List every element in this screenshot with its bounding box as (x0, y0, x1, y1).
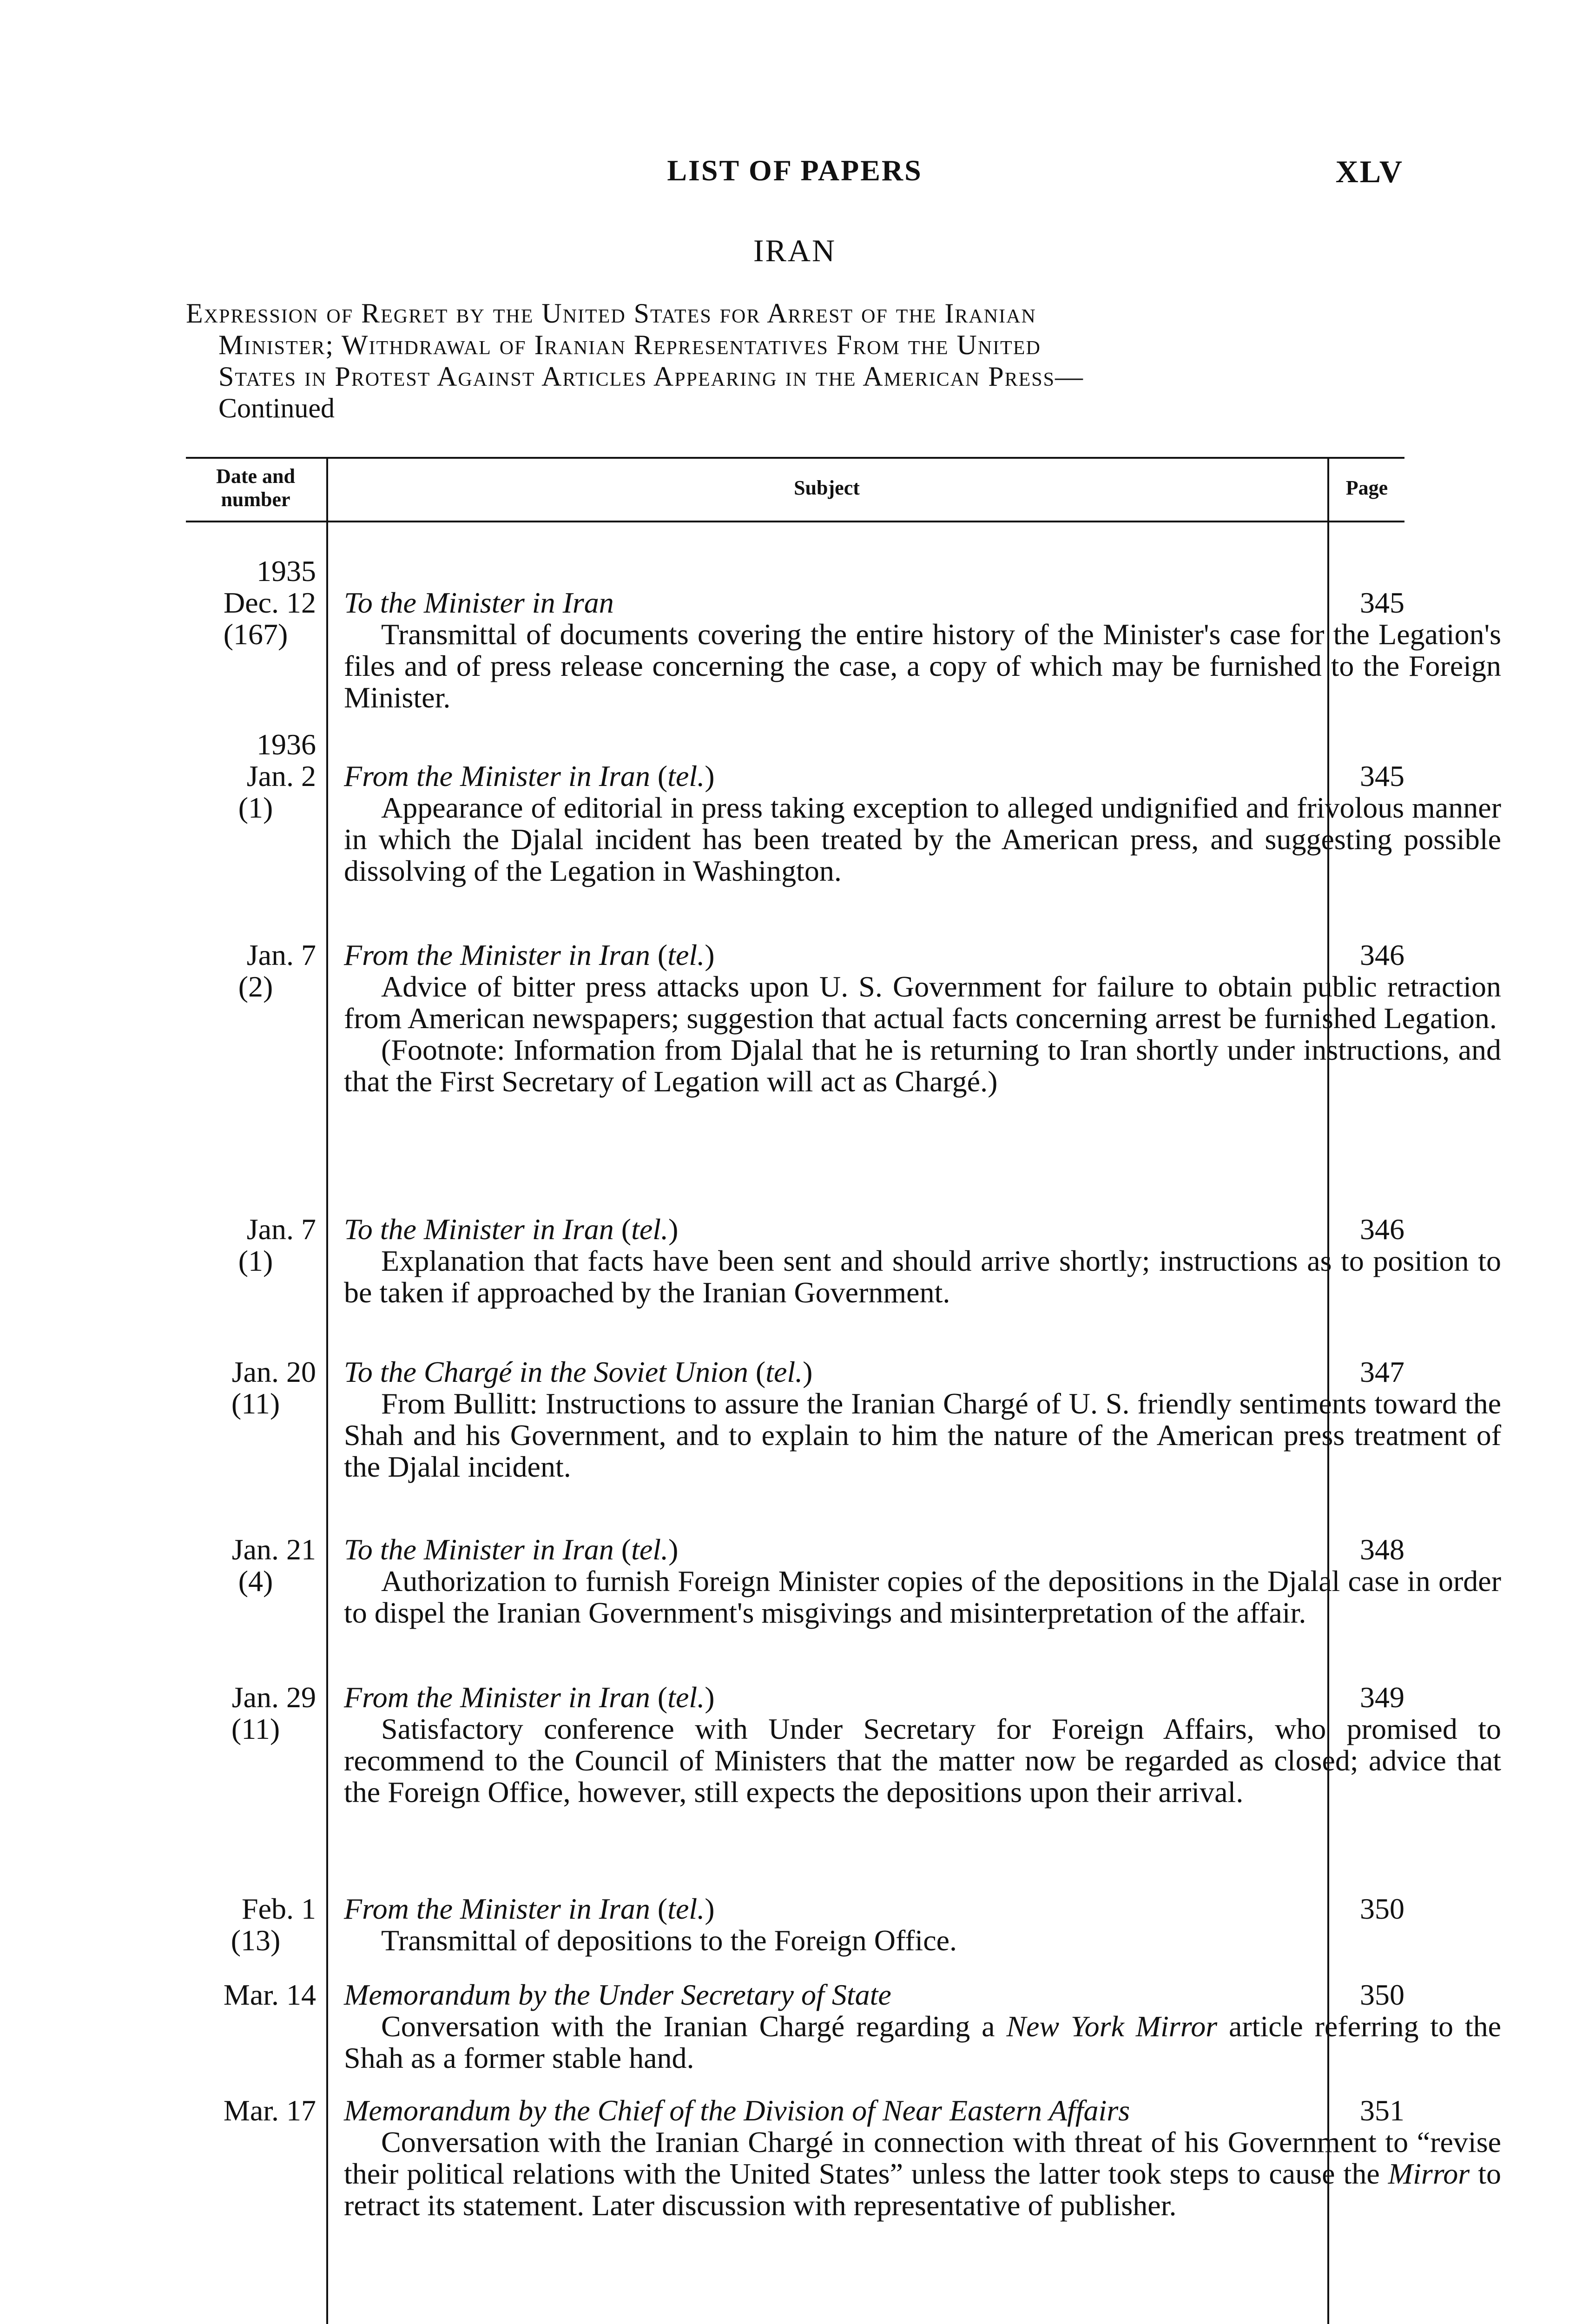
entry-description-italic: Mirror (1388, 2157, 1470, 2190)
entry-heading (344, 1214, 1501, 1245)
column-header-date-line1: Date and (216, 465, 295, 488)
entry-description: Explanation that facts have been sent and should arrive shortly; instructions as to position to be taken if approached by the Iranian Government. (344, 1244, 1501, 1309)
entry-heading-text: Memorandum by the Under Secretary of State (344, 1978, 891, 2011)
entry-heading-tel: (tel.) (657, 1681, 715, 1714)
entry-date: Mar. 14 (223, 1978, 316, 2011)
date-cell (186, 1682, 316, 1745)
entry-number: (11) (231, 1387, 280, 1420)
date-cell (186, 729, 316, 824)
page-cell: 345 (1360, 586, 1404, 619)
entry-heading-text: From the Minister in Iran (344, 1681, 650, 1714)
entry-number: (1) (238, 791, 273, 824)
entry-description: Transmittal of documents covering the entire history of the Minister's case for the Legation's files and of press release concerning the case, a copy of which may be furnished to the Foreign Minister. (344, 618, 1501, 714)
entry-date: Jan. 7 (246, 1213, 316, 1246)
column-header-subject: Subject (794, 476, 860, 499)
entry-heading-text: To the Chargé in the Soviet Union (344, 1355, 748, 1388)
subject-heading-line: Expression of Regret by the United States for Arrest of the Iranian (186, 298, 1036, 329)
page-cell: 346 (1360, 938, 1404, 971)
subject-cell (344, 587, 1501, 713)
entry-number: (167) (223, 618, 288, 651)
entry-heading-tel: (tel.) (657, 1892, 715, 1925)
table-header-rule (186, 521, 1404, 522)
entry-description: Transmittal of depositions to the Foreign Office. (381, 1924, 957, 1957)
entry-heading-tel: (tel.) (657, 759, 715, 792)
subject-heading (186, 297, 1404, 424)
entry-heading-text: From the Minister in Iran (344, 759, 650, 792)
running-title: LIST OF PAPERS (667, 154, 923, 187)
subject-cell (344, 1893, 1501, 1956)
table-top-rule (186, 457, 1404, 459)
entry-description-part: article referring to the Shah as a former stable hand. (344, 2010, 1502, 2074)
entry-date: Jan. 7 (246, 938, 316, 971)
subject-cell (344, 760, 1501, 887)
subject-heading-continued: Continued (218, 393, 335, 423)
running-head (186, 153, 1404, 195)
page-cell: 350 (1360, 1978, 1404, 2011)
entry-date: Feb. 1 (242, 1892, 316, 1925)
entry-description: From Bullitt: Instructions to assure the Iranian Chargé of U. S. friendly sentiments toward the Shah and his Government, and to explain to him the nature of the American press treatment of the Djalal incident. (344, 1387, 1501, 1483)
entry-date: Mar. 17 (223, 2094, 316, 2127)
entry-heading-text: From the Minister in Iran (344, 938, 650, 971)
subject-heading-line: Minister; Withdrawal of Iranian Representatives From the United (218, 330, 1041, 360)
subject-cell (344, 939, 1501, 1097)
subject-cell (344, 1356, 1501, 1483)
page-number: XLV (1335, 154, 1404, 189)
entry-date: Jan. 21 (231, 1533, 316, 1566)
entry-number: (11) (231, 1712, 280, 1745)
date-cell (186, 1979, 316, 2011)
entry-date: Jan. 20 (231, 1355, 316, 1388)
section-title: IRAN (753, 233, 837, 268)
date-cell (186, 1534, 316, 1597)
subject-cell (344, 1682, 1501, 1808)
subject-cell (344, 1979, 1501, 2074)
entry-heading-tel: (tel.) (755, 1355, 813, 1388)
entry-number: (1) (238, 1244, 273, 1277)
page-cell: 346 (1360, 1213, 1404, 1246)
entry-number: (13) (231, 1924, 281, 1957)
entry-number: (2) (238, 970, 273, 1003)
entry-description-part: to retract its statement. Later discussion with representative of publisher. (344, 2157, 1502, 2222)
subject-cell (344, 1214, 1501, 1308)
entry-number: (4) (238, 1565, 273, 1598)
page-cell: 351 (1360, 2094, 1404, 2127)
entry-heading-text: To the Minister in Iran (344, 1213, 614, 1246)
entry-heading (344, 1682, 1501, 1713)
entry-heading-text: To the Minister in Iran (344, 1533, 614, 1566)
entry-description (344, 2126, 1501, 2221)
year-label: 1935 (257, 555, 316, 588)
entry-description (344, 2011, 1501, 2074)
entry-description-italic: New York Mirror (1006, 2010, 1218, 2043)
entry-date: Jan. 2 (246, 759, 316, 792)
page-cell: 349 (1360, 1681, 1404, 1714)
entry-date: Dec. 12 (223, 586, 316, 619)
entry-heading (344, 760, 1501, 792)
entry-heading-text: To the Minister in Iran (344, 586, 614, 619)
entry-description-part: Conversation with the Iranian Chargé in connection with threat of his Government to “revise their political relations with the United States” unless the latter took steps to cause the (344, 2126, 1501, 2190)
entry-heading-tel: (tel.) (621, 1213, 679, 1246)
subject-heading-line: States in Protest Against Articles Appearing in the American Press— (218, 361, 1084, 392)
page-cell: 347 (1360, 1355, 1404, 1388)
entry-heading (344, 1534, 1501, 1565)
entry-heading-text: From the Minister in Iran (344, 1892, 650, 1925)
entry-footnote: (Footnote: Information from Djalal that he is returning to Iran shortly under instructions, and that the First Secretary of Legation will act as Chargé.) (344, 1033, 1501, 1098)
entry-heading-tel: (tel.) (621, 1533, 679, 1566)
entry-heading (344, 1893, 1501, 1925)
date-cell (186, 939, 316, 1003)
date-cell (186, 555, 316, 650)
column-header-date (186, 465, 325, 511)
column-header-date-line2: number (221, 488, 290, 511)
entry-description: Appearance of editorial in press taking exception to alleged undignified and frivolous manner in which the Djalal incident has been treated by the American press, and suggesting possible dissolving of the Legation in Washington. (344, 791, 1501, 887)
entry-heading-text: Memorandum by the Chief of the Division of Near Eastern Affairs (344, 2094, 1130, 2127)
date-cell (186, 1214, 316, 1277)
column-header-page: Page (1345, 476, 1388, 499)
entry-description: Authorization to furnish Foreign Minister copies of the depositions in the Djalal case in order to dispel the Iranian Government's misgivings and misinterpretation of the affair. (344, 1565, 1501, 1629)
date-cell (186, 1356, 316, 1419)
entry-description-part: Conversation with the Iranian Chargé regarding a (381, 2010, 1007, 2043)
column-divider-date (326, 457, 328, 2324)
date-cell (186, 2095, 316, 2126)
page-cell: 345 (1360, 759, 1404, 792)
entry-heading (344, 587, 1501, 619)
subject-cell (344, 1534, 1501, 1629)
entry-heading (344, 1356, 1501, 1388)
entry-description: Satisfactory conference with Under Secretary for Foreign Affairs, who promised to recommend to the Council of Ministers that the matter now be regarded as closed; advice that the Foreign Office, however, still expects the depositions upon their arrival. (344, 1712, 1501, 1809)
entry-heading-tel: (tel.) (657, 938, 715, 971)
page-cell: 348 (1360, 1533, 1404, 1566)
entry-date: Jan. 29 (231, 1681, 316, 1714)
entry-heading (344, 1979, 1501, 2011)
page-cell: 350 (1360, 1892, 1404, 1925)
date-cell (186, 1893, 316, 1956)
subject-cell (344, 2095, 1501, 2221)
entry-description: Advice of bitter press attacks upon U. S. Government for failure to obtain public retraction from American newspapers; suggestion that actual facts concerning arrest be furnished Legation. (344, 970, 1501, 1035)
entry-heading (344, 2095, 1501, 2126)
entry-heading (344, 939, 1501, 971)
year-label: 1936 (257, 728, 316, 761)
